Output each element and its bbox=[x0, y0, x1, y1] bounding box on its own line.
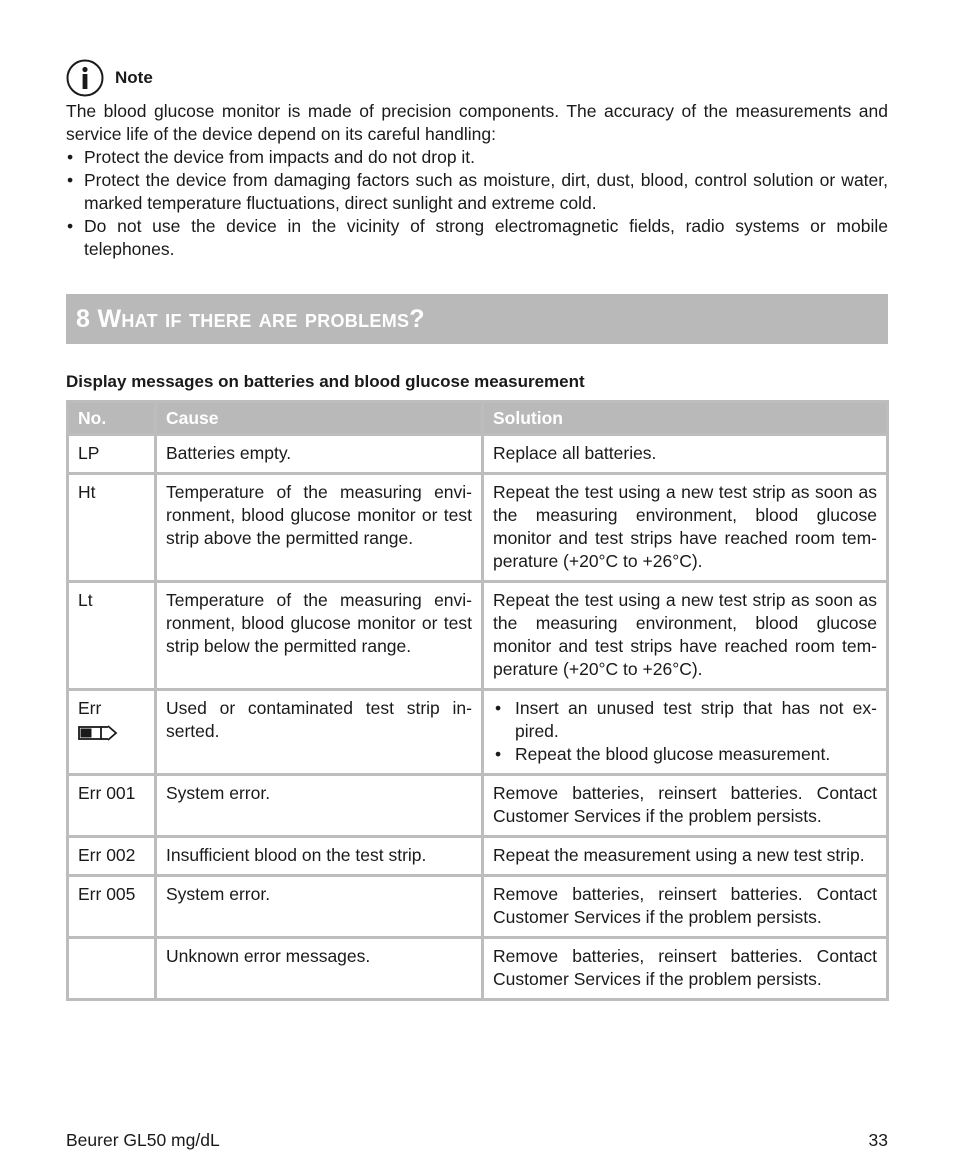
cell-cause: Batteries empty. bbox=[157, 436, 481, 472]
cell-no bbox=[69, 939, 154, 998]
section-title: 8 What if there are problems? bbox=[76, 304, 425, 333]
cell-cause: Temperature of the measuring envi-ronment, blood glucose monitor or test strip above the permitted range. bbox=[157, 475, 481, 580]
cell-no-text: Err bbox=[78, 698, 102, 718]
cell-no: Err 005 bbox=[69, 877, 154, 936]
cell-solution: Repeat the test using a new test strip as soon as the measuring environment, blood glucose monitor and test strips have reached room tem-perature (+20°C to +26°C). bbox=[484, 475, 886, 580]
table-title: Display messages on batteries and blood glucose measurement bbox=[66, 372, 585, 391]
cell-no: Lt bbox=[69, 583, 154, 688]
cell-cause: System error. bbox=[157, 877, 481, 936]
cell-no: Err 001 bbox=[69, 776, 154, 835]
section-header bbox=[66, 294, 888, 344]
table-row bbox=[69, 939, 886, 998]
note-intro: The blood glucose monitor is made of precision components. The accuracy of the measurements and service life of the device depend on its careful handling: bbox=[66, 101, 888, 144]
cell-solution: Remove batteries, reinsert batteries. Contact Customer Services if the problem persists. bbox=[484, 776, 886, 835]
cell-cause: Used or contaminated test strip in-serted. bbox=[157, 691, 481, 773]
header-cause: Cause bbox=[157, 403, 481, 433]
table-row bbox=[69, 436, 886, 472]
cell-solution: Repeat the test using a new test strip as soon as the measuring environment, blood glucose monitor and test strips have reached room tem-perature (+20°C to +26°C). bbox=[484, 583, 886, 688]
footer-product-name: Beurer GL50 mg/dL bbox=[66, 1130, 220, 1150]
table-row bbox=[69, 475, 886, 580]
note-bullet-list bbox=[66, 146, 888, 261]
cell-solution bbox=[484, 691, 886, 773]
table-row bbox=[69, 838, 886, 874]
note-bullet: • Protect the device from damaging factors such as moisture, dirt, dust, blood, control solution or water, marked temperature fluctuations, direct sunlight and extreme cold. bbox=[66, 169, 888, 215]
page-number: 33 bbox=[868, 1130, 888, 1150]
table-row bbox=[69, 877, 886, 936]
cell-cause: Unknown error messages. bbox=[157, 939, 481, 998]
table-row bbox=[69, 776, 886, 835]
info-icon bbox=[66, 59, 104, 97]
cell-solution: Remove batteries, reinsert batteries. Contact Customer Services if the problem persists. bbox=[484, 939, 886, 998]
cell-no: LP bbox=[69, 436, 154, 472]
table-row bbox=[69, 691, 886, 773]
header-solution: Solution bbox=[484, 403, 886, 433]
cell-cause: Temperature of the measuring envi-ronment, blood glucose monitor or test strip below the permitted range. bbox=[157, 583, 481, 688]
error-messages-table bbox=[66, 400, 889, 1001]
solution-bullet-list bbox=[493, 697, 877, 766]
header-no: No. bbox=[69, 403, 154, 433]
cell-cause: Insufficient blood on the test strip. bbox=[157, 838, 481, 874]
cell-solution: Remove batteries, reinsert batteries. Contact Customer Services if the problem persists. bbox=[484, 877, 886, 936]
cell-no: Err 002 bbox=[69, 838, 154, 874]
cell-no: Ht bbox=[69, 475, 154, 580]
note-bullet: • Protect the device from impacts and do not drop it. bbox=[66, 146, 888, 169]
note-body bbox=[66, 100, 888, 261]
note-header bbox=[66, 58, 153, 98]
test-strip-icon bbox=[78, 723, 120, 743]
solution-bullet: • Insert an unused test strip that has not ex-pired. bbox=[493, 697, 877, 743]
cell-solution: Repeat the measurement using a new test strip. bbox=[484, 838, 886, 874]
cell-no bbox=[69, 691, 154, 773]
note-bullet: • Do not use the device in the vicinity of strong electromagnetic fields, radio systems or mobile telephones. bbox=[66, 215, 888, 261]
cell-cause: System error. bbox=[157, 776, 481, 835]
cell-solution: Replace all batteries. bbox=[484, 436, 886, 472]
table-row bbox=[69, 583, 886, 688]
solution-bullet: • Repeat the blood glucose measurement. bbox=[493, 743, 877, 766]
table-header-row bbox=[69, 403, 886, 433]
note-label: Note bbox=[115, 68, 153, 87]
